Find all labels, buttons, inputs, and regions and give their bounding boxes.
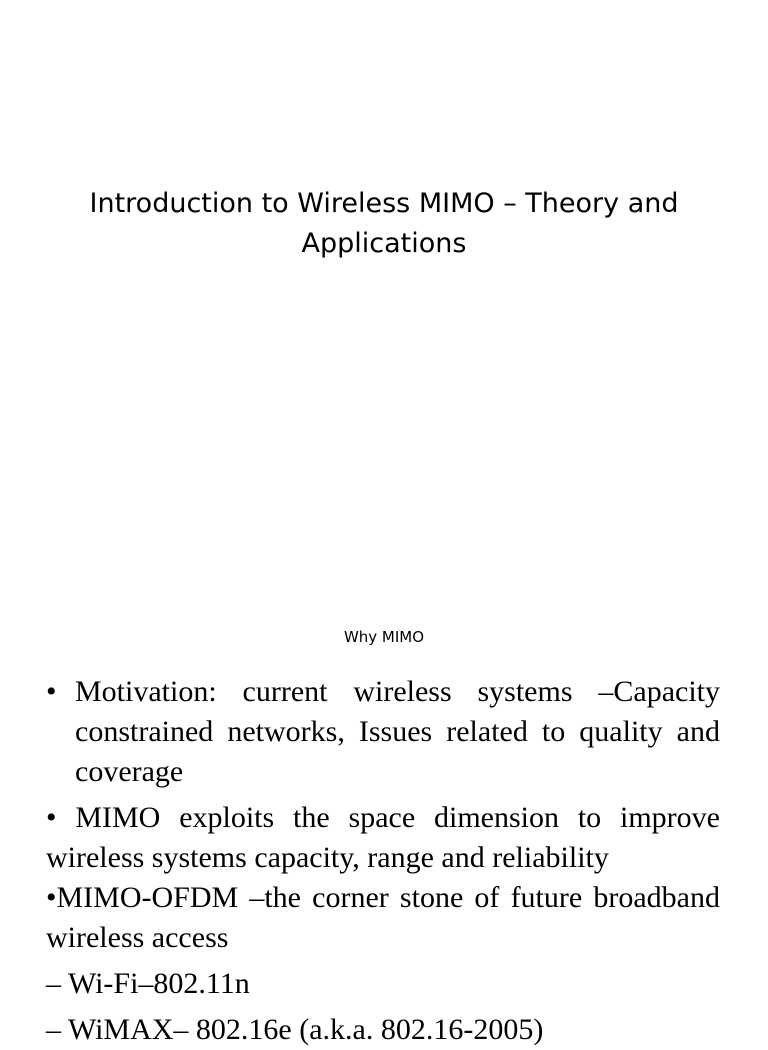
motivation-text: Motivation: current wireless systems –Capacity constrained networks, Issues related to quality and coverage bbox=[75, 675, 720, 788]
standard-wimax: – WiMAX– 802.16e (a.k.a. 802.16-2005) bbox=[46, 1013, 544, 1046]
paragraph-ofdm: •MIMO-OFDM –the corner stone of future broadband wireless access bbox=[46, 881, 720, 954]
slide-title: Introduction to Wireless MIMO – Theory and Applications bbox=[89, 188, 679, 259]
bullet-icon: • bbox=[46, 675, 57, 708]
bullet-motivation bbox=[46, 672, 720, 792]
paragraph-exploits: • MIMO exploits the space dimension to improve wireless systems capacity, range and reliability bbox=[46, 801, 720, 874]
section-heading: Why MIMO bbox=[343, 628, 425, 646]
standard-wifi: – Wi-Fi–802.11n bbox=[46, 967, 250, 1000]
slide-body bbox=[46, 672, 720, 1050]
